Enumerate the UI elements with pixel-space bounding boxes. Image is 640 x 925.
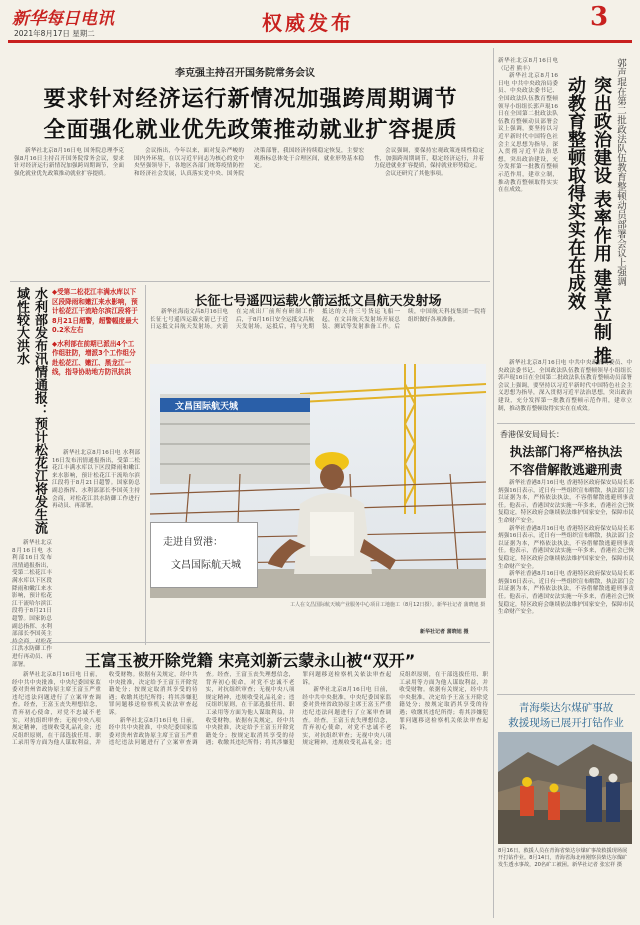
lead-headline-1: 要求针对经济运行新情况加强跨周期调节 (43, 87, 458, 112)
page-number: 3 (590, 2, 609, 32)
expel-paragraph: 新华社北京8月16日电 日前，经中共中央批准，中央纪委国家监委对贵州省政协原主席王富玉严重违纪违法问题进行了立案审查调查。经查，王富玉丧失理想信念，背弃初心使命，对党不忠诚不老实，对抗组织审查；无视中央八项规定精神，违规收受礼品礼金；违反组织原则，在干部选拔任用、职工录用等方面为他人谋取利益，并收受财物。依据有关规定，经中共中央批准，决定给予王富玉开除党籍处分；按规定取消其享受的待遇；收缴其违纪所得；将其涉嫌犯罪问题移送检察机关依法审查起诉。 (302, 672, 488, 747)
photo-credit: 新华社记者 蒲晓旭 摄 (420, 629, 469, 635)
side-body (498, 58, 558, 358)
side-paragraph: 新华社北京8月16日电 中共中央政治局委员、中央政法委书记、全国政法队伍教育整顿领导小组组长郭声琨16日在全国第二批政法队伍教育整顿动员部署会议上强调，要坚持以习近平新时代中国特色社会主义思想为指导，深入贯彻习近平法治思想，突出政治建设，充分发挥第一批教育整顿示范作用，建章立制，推动教育整顿取得实实在在成效。 (498, 73, 558, 194)
expel-body (12, 672, 488, 912)
lead-paragraph: 会议指出，今年以来，面对复杂严峻的国内外环境，在以习近平同志为核心的党中央坚强领导下，各地区各部门统筹疫情防控和经济社会发展，认真落实党中央、国务院决策部署，我国经济持续稳定恢复，主要宏观指标总体处于合理区间，就业形势基本稳定。 (134, 148, 364, 177)
rescue-headline-2: 救援现场已展开打钻作业 (508, 717, 624, 729)
rescue-caption: 8月16日，救援人员在青海省柴达尔煤矿事故救援现场展开打钻作业。8月14日，青海省海北州刚察县柴达尔煤矿发生透水事故，20名矿工被困。新华社记者 张宏祥 摄 (498, 848, 628, 868)
expel-headline: 王富玉被开除党籍 宋亮刘新云蒙永山被“双开” (84, 651, 416, 670)
flood-headline: 水利部发布汛情通报：预计松花江将发生流域性较大洪水 (14, 287, 47, 534)
section-title: 权威发布 (262, 11, 354, 35)
lead-paragraph: 会议强调，要保持宏观政策连续性稳定性，加强跨周期调节，稳定经济运行，并着力促进就业扩容提质，保持就业形势稳定。 (374, 148, 484, 170)
flood-paragraph-cont: 新华社北京8月16日电 水利部16日发布汛情通报指出，受第二松花江丰满水库以下区段降雨和嫩江来水影响，预计松花江干流哈尔滨江段将于8月21日超警。国家防总副总指挥、水利部部长李国英主 江洪水防御工作进行再动员、再部署。 (12, 540, 52, 668)
side-headline: 突出政治建设 表率作用 建章立制 推动教育整顿取得实实在在成效 (565, 76, 612, 365)
issue-date: 2021年8月17日 星期二 (14, 29, 95, 38)
rocket-paragraph: 新华社海南文昌8月16日电 长征七号遥四运载火箭已于近日运抵文昌航天发射场。火箭在完成出厂前所有研制工作后，于8月16日安全运抵文昌航天发射场。运抵后，将与先期抵达的天舟三号货运飞船一起，在文昌航天发射场开展总装、测试等发射准备工作。后续，中国航天科技集团一院将组织做好各项准备。 (150, 309, 486, 331)
photo-label-box (150, 522, 258, 588)
lead-body (14, 148, 484, 276)
rescue-photo (498, 732, 632, 844)
right-column-rule (493, 48, 494, 918)
photo-label-2: 文昌国际航天城 (171, 560, 241, 571)
hk-body (498, 480, 634, 690)
building-sign: 文昌国际航天城 (175, 402, 239, 412)
masthead-rule (8, 40, 632, 43)
side-body-lower (498, 360, 632, 420)
side-paragraph-cont: 新华社北京8月16日电 中共中央政治局委员、中央政法委书记、全国政法队伍教育整顿领导小组组长郭声琨16日在全国第二批政法队伍教育整顿动员部署会议上强调，要坚持以习近平新时代中国特色社会主义思想为指导，深入贯彻习近平法治思想，突出政治建设，充分发挥第一批教育整顿示范作用，建章立制，推动教育整顿取得实实在在成效。 (498, 360, 632, 412)
lead-headline-2: 全面强化就业优先政策推动就业扩容提质 (43, 118, 458, 143)
divider (10, 281, 490, 282)
lead-kicker: 李克强主持召开国务院常务会议 (175, 68, 315, 79)
flood-paragraph: 新华社北京8月16日电 水利部16日发布汛情通报指出，受第二松花江丰满水库以下区段降雨和嫩江来水影响，预计松花江干流哈尔滨江段将于8月21日超警。国家防总副总指挥、水利部部长李国英主持会商，对松花江洪水防御工作进行再动员、再部署。 (52, 450, 140, 510)
rescue-photo-art (498, 732, 632, 844)
divider (497, 423, 635, 424)
hk-headline-1: 执法部门将严格执法 (509, 444, 623, 459)
construction-photo (150, 364, 486, 598)
flood-bullet: ◆受第二松花江丰满水库以下区段降雨和嫩江来水影响，预计松花江干流哈尔滨江段将于8月21日超警，超警幅度最大0.2米左右 (52, 288, 139, 334)
hk-kicker: 香港保安局局长： (500, 430, 564, 439)
hk-paragraph: 新华社香港8月16日电 香港特区政府保安局局长邓炳强16日表示，近日有一些组织宣布解散，执法部门会以证据为本，严格依法执法，不容借解散逃避刑事责任。他表示，香港国安法实施一年多来，香港社会已恢复稳定，特区政府会继续依法维护国家安全，保障市民生命财产安全。 (498, 480, 634, 524)
divider (10, 642, 490, 643)
flood-bullet: ◆水利部在前期已派出4个工作组驻防，增派3个工作组分赴松花江、嫩江、黑龙江一线，指导协助地方防汛抗洪 (52, 339, 136, 376)
lead-closing: 会议还研究了其他事项。 (385, 170, 447, 177)
flood-body (52, 450, 140, 640)
expel-paragraph: 新华社北京8月16日电 日前，经中共中央批准，中央纪委国家监委对贵州省政协原主席王富玉严重违纪违法问题进行了立案审查调查。经查，王富玉丧失理想信念，背弃初心使命，对党不忠诚不老实，对抗组织审查；无视中央八项规定精神，违规收受礼品礼金；违反组织原则，在干部选拔任用、职工录用等方面为他人谋取利益，并收受财物。依据有关规定，经中共中央批准，决定给予王富玉开除党籍处分；按规定取消其享受的待遇；收缴其违纪所得；将其涉嫌犯罪问题移送检察机关依法审查起诉。 (12, 672, 198, 747)
paper-logo: 新华每日电讯 (12, 9, 114, 29)
flood-body-lower (12, 540, 52, 668)
rocket-headline: 长征七号遥四运载火箭运抵文昌航天发射场 (194, 294, 442, 309)
photo-label-1: 走进自贸港： (163, 537, 223, 548)
side-dateline: 新华社北京8月16日电（记者 熊丰） (498, 58, 558, 72)
photo-caption: 工人在文昌国际航天城产业服务中心项目工地施工（8月12日摄）。新华社记者 蒲晓旭 摄 (290, 602, 486, 608)
rescue-headline-1: 青海柴达尔煤矿事故 (518, 702, 614, 714)
rocket-body (150, 309, 486, 363)
flood-bullets (52, 288, 140, 448)
hk-headline-2: 不容借解散逃避刑责 (509, 462, 623, 477)
expel-paragraph: 新华社北京8月16日电 日前，经中共中央批准，中央纪委国家监委对贵州省政协原主席王富玉严重违纪违法问题进行了立案审查调查。经查，王富玉丧失理想信念，背弃初心使命，对党不忠诚不老实，对抗组织审查；无视中央八项规定精神，违规收受礼品礼金；违反组织原则，在干部选拔任用、职工录用等方面为他人谋取利益，并收受财物。依据有关规定，经中共中央批准，决定给予王富玉开除党籍处分；按规定取消其享受的待遇；收缴其违纪所得；将其涉嫌犯罪问题移送检察机关依法审查起诉。 (108, 672, 392, 747)
divider (497, 694, 635, 695)
hk-paragraph: 新华社香港8月16日电 香港特区政府保安局局长邓炳强16日表示，近日有一些组织宣布解散，执法部门会以证据为本，严格依法执法，不容借解散逃避刑事责任。他表示，香港国安法实施一年多来，香港社会已恢复稳定，特区政府会继续依法维护国家安全，保障市民生命财产安全。 (498, 571, 634, 616)
hk-paragraph: 新华社香港8月16日电 香港特区政府保安局局长邓炳强16日表示，近日有一些组织宣布解散，执法部门会以证据为本，严格依法执法，不容借解散逃避刑事责任。他表示，香港国安法实施一年多来，香港社会已恢复稳定，特区政府会继续依法维护国家安全，保障市民生命财产安全。 (498, 525, 634, 570)
lead-paragraph: 新华社北京8月16日电 国务院总理李克强8月16日主持召开国务院常务会议，要求针对经济运行新情况加强跨周期调节，全面强化就业优先政策推动就业扩容提质。 (14, 148, 124, 177)
side-kicker: 郭声琨在第二批政法队伍教育整顿动员部署会议上强调 (615, 58, 626, 286)
masthead (0, 0, 640, 52)
column-rule (145, 285, 146, 645)
